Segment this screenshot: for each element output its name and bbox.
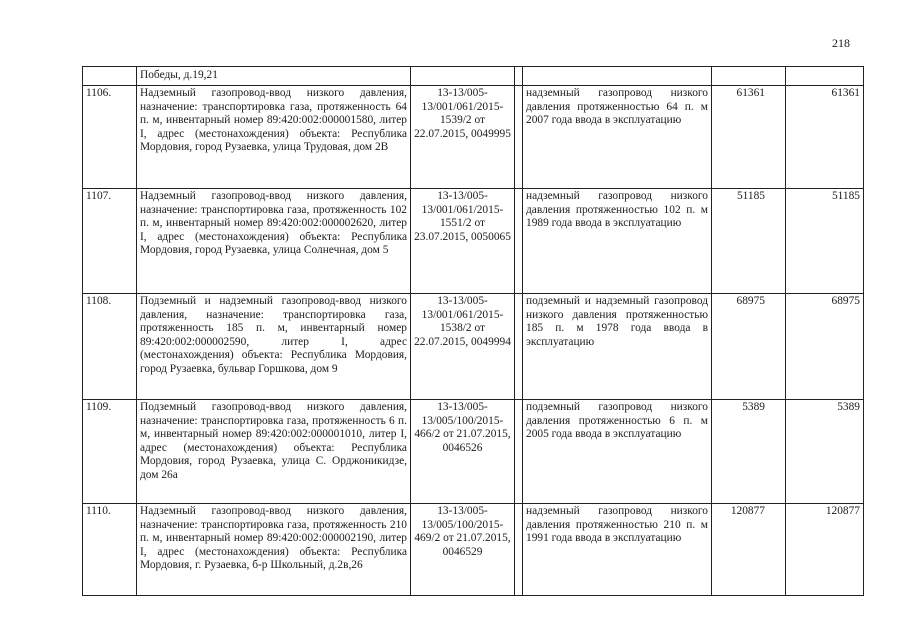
cell-value-1: 120877 <box>712 504 786 596</box>
cell-value-1: 51185 <box>712 189 786 294</box>
cell-number: 1107. <box>83 189 137 294</box>
cell-value-2: 68975 <box>786 294 864 400</box>
cell-number: 1110. <box>83 504 137 596</box>
cell-blank <box>515 67 523 86</box>
cell-registration: 13-13/005-13/005/100/2015-466/2 от 21.07.2015, 0046526 <box>411 400 515 504</box>
cell-characteristics: надземный газопровод низкого давления протяженностью 64 п. м 2007 года ввода в эксплуатацию <box>523 86 712 189</box>
cell-description: Надземный газопровод-ввод низкого давления, назначение: транспортировка газа, протяженность 102 п. м, инвентарный номер 89:420:002:000002620, литер I, адрес (местонахождения) объекта: Республика Мордовия, город Рузаевка, улица Солнечная, дом 5 <box>137 189 411 294</box>
cell-registration: 13-13/005-13/001/061/2015-1538/2 от 22.07.2015, 0049994 <box>411 294 515 400</box>
cell-value-2: 51185 <box>786 189 864 294</box>
cell-number <box>83 67 137 86</box>
cell-characteristics: надземный газопровод низкого давления протяженностью 102 п. м 1989 года ввода в эксплуатацию <box>523 189 712 294</box>
table-row <box>83 400 864 504</box>
cell-value-2: 61361 <box>786 86 864 189</box>
table-row-continuation <box>83 67 864 86</box>
cell-characteristics: подземный газопровод низкого давления протяженностью 6 п. м 2005 года ввода в эксплуатацию <box>523 400 712 504</box>
cell-description: Надземный газопровод-ввод низкого давления, назначение: транспортировка газа, протяженность 210 п. м, инвентарный номер 89:420:002:000002190, литер I, адрес (местонахождения) объекта: Республика Мордовия, г. Рузаевка, б-р Школьный, д.2в,26 <box>137 504 411 596</box>
cell-characteristics: надземный газопровод низкого давления протяженностью 210 п. м 1991 года ввода в эксплуатацию <box>523 504 712 596</box>
cell-blank <box>515 189 523 294</box>
cell-blank <box>515 294 523 400</box>
cell-registration: 13-13/005-13/001/061/2015-1539/2 от 22.07.2015, 0049995 <box>411 86 515 189</box>
property-registry-table <box>82 66 864 596</box>
cell-blank <box>515 86 523 189</box>
cell-description: Подземный газопровод-ввод низкого давления, назначение: транспортировка газа, протяженность 6 п. м, инвентарный номер 89:420:002:000001010, литер I, адрес (местонахождения) объекта: Республика Мордовия, город Рузаевка, улица С. Орджоникидзе, дом 26а <box>137 400 411 504</box>
cell-description: Подземный и надземный газопровод-ввод низкого давления, назначение: транспортировка газа, протяженность 185 п. м, инвентарный номер 89:420:002:000002590, литер I, адрес (местонахождения) объекта: Республика Мордовия, город Рузаевка, бульвар Горшкова, дом 9 <box>137 294 411 400</box>
cell-value-1 <box>712 67 786 86</box>
table-row <box>83 86 864 189</box>
cell-characteristics: подземный и надземный газопровод низкого давления протяженностью 185 п. м 1978 года ввода в эксплуатацию <box>523 294 712 400</box>
cell-registration <box>411 67 515 86</box>
cell-value-2 <box>786 67 864 86</box>
cell-value-1: 61361 <box>712 86 786 189</box>
table-row <box>83 504 864 596</box>
table-row <box>83 189 864 294</box>
cell-value-2: 120877 <box>786 504 864 596</box>
cell-blank <box>515 504 523 596</box>
cell-value-1: 5389 <box>712 400 786 504</box>
cell-number: 1109. <box>83 400 137 504</box>
cell-description: Надземный газопровод-ввод низкого давления, назначение: транспортировка газа, протяженность 64 п. м, инвентарный номер 89:420:002:000001580, литер I, адрес (местонахождения) объекта: Республика Мордовия, город Рузаевка, улица Трудовая, дом 2В <box>137 86 411 189</box>
page-number: 218 <box>832 36 850 50</box>
cell-number: 1106. <box>83 86 137 189</box>
cell-blank <box>515 400 523 504</box>
cell-characteristics <box>523 67 712 86</box>
table-row <box>83 294 864 400</box>
cell-value-2: 5389 <box>786 400 864 504</box>
cell-registration: 13-13/005-13/001/061/2015-1551/2 от 23.07.2015, 0050065 <box>411 189 515 294</box>
cell-description: Победы, д.19,21 <box>137 67 411 86</box>
cell-registration: 13-13/005-13/005/100/2015-469/2 от 21.07.2015, 0046529 <box>411 504 515 596</box>
cell-value-1: 68975 <box>712 294 786 400</box>
cell-number: 1108. <box>83 294 137 400</box>
